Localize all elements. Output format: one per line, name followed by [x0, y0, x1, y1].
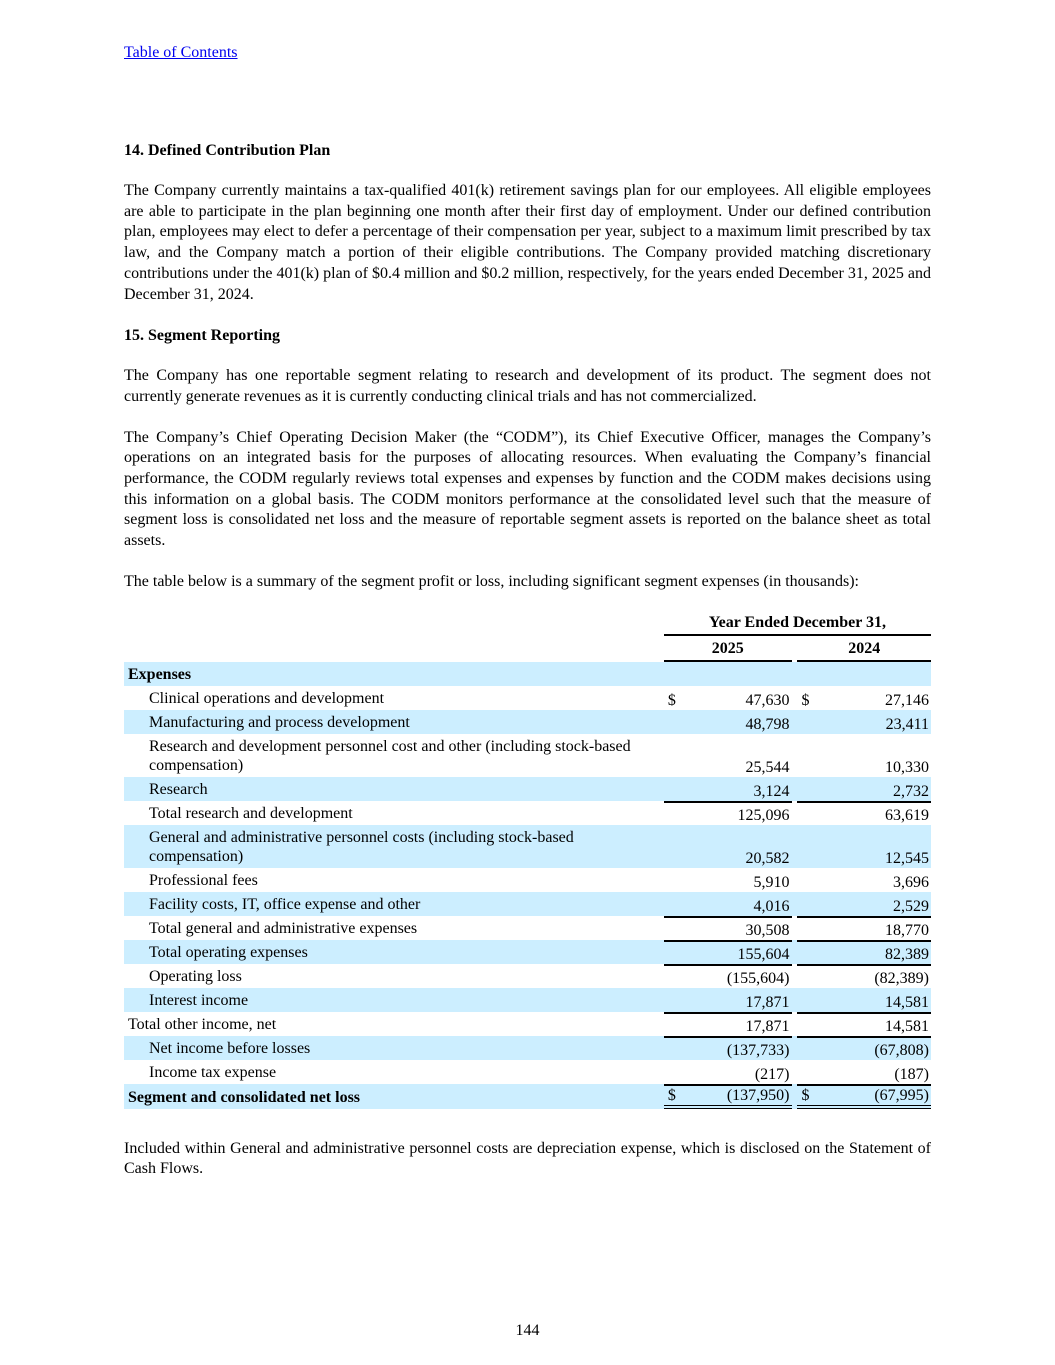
table-row [124, 710, 931, 734]
value-2024: 27,146 [885, 691, 929, 709]
value-2024: 14,581 [825, 1012, 931, 1036]
value-2024: 18,770 [825, 916, 931, 940]
row-label: Total operating expenses [124, 940, 664, 964]
value-2024: 14,581 [825, 988, 931, 1012]
footer-note: Included within General and administrative personnel costs are depreciation expense, which is disclosed on the Statement of Cash Flows. [124, 1139, 931, 1178]
value-2025: 30,508 [692, 916, 792, 940]
value-2025: 4,016 [692, 892, 792, 916]
column-header-2024: 2024 [797, 636, 931, 662]
section-15-paragraph: The Company has one reportable segment relating to research and development of its product. The segment does not currently generate revenues as it is currently conducting clinical trials and has not commercialized. [124, 367, 931, 405]
table-header-period [124, 613, 931, 636]
currency-symbol: $ [797, 1084, 825, 1109]
currency-symbol [664, 1060, 692, 1084]
table-row [124, 801, 931, 825]
table-row [124, 892, 931, 916]
currency-symbol [797, 892, 825, 916]
table-row [124, 940, 931, 964]
table-row [124, 825, 931, 868]
section-14-paragraph: The Company currently maintains a tax-qualified 401(k) retirement savings plan for our employees. All eligible employees are able to participate in the plan beginning one month after their first day of employment. Under our defined contribution plan, employees may elect to defer a percentage of their compensation per year, subject to a maximum limit prescribed by tax law, and the Company match a portion of their eligible contributions. The Company provided matching discretionary contributions under the 401(k) plan of $0.4 million and $0.2 million, respectively, for the years ended December 31, 2025 and December 31, 2024. [124, 182, 931, 303]
value-2025: 3,124 [692, 777, 792, 801]
currency-symbol: $ [664, 1084, 692, 1109]
value-2025: 125,096 [692, 801, 792, 825]
row-label: General and administrative personnel costs (including stock-based compensation) [124, 825, 664, 868]
value-2024: (82,389) [825, 964, 931, 988]
table-row [124, 734, 931, 777]
value-2025: 17,871 [692, 988, 792, 1012]
value-2025: (137,950) [692, 1084, 792, 1109]
currency-symbol [664, 892, 692, 916]
table-row [124, 686, 931, 710]
currency-symbol [664, 1012, 692, 1036]
value-2024: (187) [894, 1065, 929, 1083]
currency-symbol [797, 1036, 825, 1060]
currency-symbol [797, 1060, 825, 1084]
section-15-paragraph: The table below is a summary of the segment profit or loss, including significant segment expenses (in thousands): [124, 572, 859, 590]
section-label: Expenses [124, 662, 664, 686]
value-2025: 20,582 [692, 825, 792, 868]
currency-symbol [664, 916, 692, 940]
value-2024: 2,732 [825, 777, 931, 801]
currency-symbol [797, 988, 825, 1012]
row-label: Manufacturing and process development [124, 710, 664, 734]
row-label: Research and development personnel cost and other (including stock-based compensation) [149, 737, 631, 774]
currency-symbol: $ [667, 691, 676, 709]
value-2024: (67,808) [825, 1036, 931, 1060]
value-2024: 3,696 [893, 873, 929, 891]
table-row [124, 1036, 931, 1060]
row-label: Operating loss [149, 967, 242, 985]
currency-symbol [664, 940, 692, 964]
row-label: Clinical operations and development [149, 689, 385, 707]
value-2025: 17,871 [692, 1012, 792, 1036]
value-2025: 48,798 [692, 710, 792, 734]
column-header-2025: 2025 [664, 636, 792, 662]
value-2025: 47,630 [745, 691, 790, 709]
table-row [124, 1012, 931, 1036]
currency-symbol [797, 710, 825, 734]
currency-symbol [664, 868, 692, 892]
currency-symbol [797, 777, 825, 801]
currency-symbol [664, 988, 692, 1012]
currency-symbol [797, 964, 825, 988]
row-label: Total other income, net [128, 1015, 277, 1033]
section-15-paragraph: The Company’s Chief Operating Decision Maker (the “CODM”), its Chief Executive Officer, manages the Company’s operations on an integrated basis for the purposes of allocating resources. When evaluating the Company’s financial performance, the CODM regularly reviews total expenses and expenses by function and the CODM makes decisions using this information on a global basis. The CODM monitors performance at the consolidated level such that the measure of segment loss is consolidated net loss and the measure of reportable segment assets is reported on the balance sheet as total assets. [124, 428, 931, 550]
row-label: Research [124, 777, 664, 801]
row-label: Total general and administrative expenses [149, 919, 418, 937]
table-of-contents-link[interactable]: Table of Contents [124, 44, 238, 61]
page-number: 144 [515, 1322, 540, 1339]
table-section-row [124, 662, 931, 686]
period-header: Year Ended December 31, [664, 613, 931, 636]
currency-symbol [797, 868, 825, 892]
row-label: Interest income [124, 988, 664, 1012]
value-2024: 23,411 [825, 710, 931, 734]
value-2025: 155,604 [692, 940, 792, 964]
value-2024: 2,529 [825, 892, 931, 916]
currency-symbol [664, 710, 692, 734]
row-label: Professional fees [149, 871, 258, 889]
section-14-heading: 14. Defined Contribution Plan [124, 142, 331, 159]
table-row [124, 916, 931, 940]
row-label: Total research and development [149, 804, 353, 822]
row-label: Segment and consolidated net loss [124, 1084, 664, 1109]
value-2024: 10,330 [885, 758, 929, 776]
currency-symbol [664, 964, 692, 988]
currency-symbol [797, 734, 825, 777]
table-row [124, 964, 931, 988]
value-2024: 12,545 [825, 825, 931, 868]
currency-symbol [664, 734, 692, 777]
value-2024: (67,995) [825, 1084, 931, 1109]
table-row [124, 1060, 931, 1084]
currency-symbol: $ [801, 691, 810, 709]
row-label: Facility costs, IT, office expense and other [124, 892, 664, 916]
currency-symbol [664, 777, 692, 801]
segment-table [124, 613, 931, 1109]
value-2024: 63,619 [825, 801, 931, 825]
value-2025: 5,910 [753, 873, 790, 891]
table-row [124, 988, 931, 1012]
table-row [124, 777, 931, 801]
currency-symbol [664, 825, 692, 868]
currency-symbol [797, 916, 825, 940]
currency-symbol [797, 801, 825, 825]
value-2025: (137,733) [692, 1036, 792, 1060]
page-content [124, 140, 931, 1180]
row-label: Net income before losses [124, 1036, 664, 1060]
table-header-years [124, 636, 931, 662]
value-2025: (217) [754, 1065, 790, 1083]
value-2024: 82,389 [825, 940, 931, 964]
value-2025: (155,604) [692, 964, 792, 988]
currency-symbol [664, 801, 692, 825]
value-2025: 25,544 [745, 758, 790, 776]
table-row [124, 1084, 931, 1109]
table-row [124, 868, 931, 892]
currency-symbol [797, 940, 825, 964]
section-15-heading: 15. Segment Reporting [124, 327, 280, 345]
currency-symbol [797, 825, 825, 868]
currency-symbol [797, 1012, 825, 1036]
currency-symbol [664, 1036, 692, 1060]
row-label: Income tax expense [149, 1063, 277, 1081]
